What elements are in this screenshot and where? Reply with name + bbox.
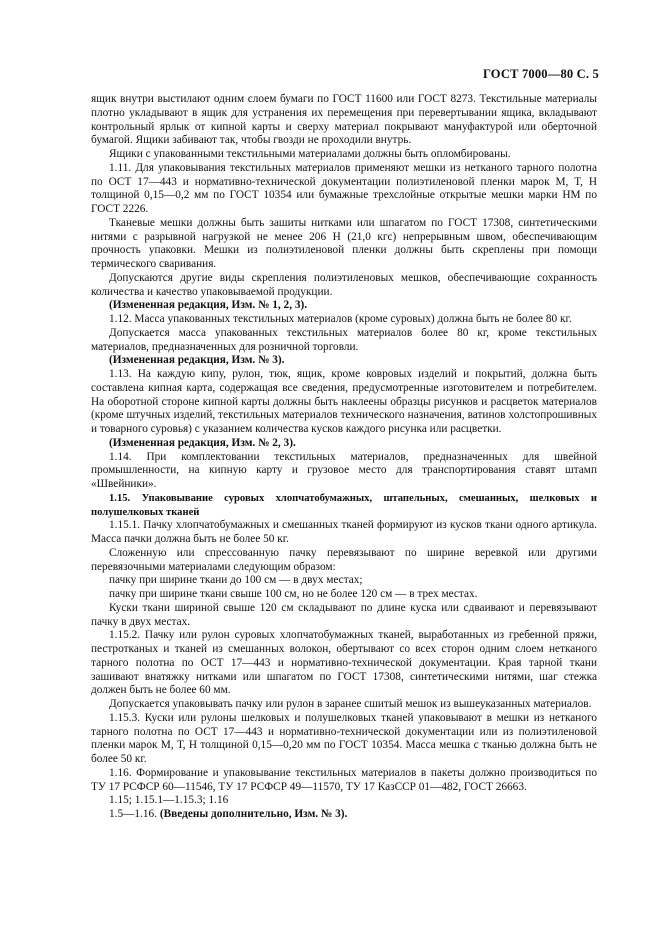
paragraph: 1.15.1. Пачку хлопчатобумажных и смешанных тканей формируют из кусков ткани одного артикула. Масса пачки должна быть не более 50 кг. <box>91 519 597 545</box>
paragraph: 1.13. На каждую кипу, рулон, тюк, ящик, кроме ковровых изделий и покрытий, должна быть составлена кипная карта, содержащая все сведения, предусмотренные изготовителем и потребителем. На оборотной стороне кипной карты должны быть наклеены образцы рисунков и расцветок материалов (кроме штучных изделий, текстильных материалов технического назначения, ватинов холстопрошивных и товарного суровья) с указанием количества кусков каждого рисунка или расцветки. <box>91 368 597 435</box>
revision-note: (Измененная редакция, Изм. № 2, 3). <box>109 436 296 449</box>
paragraph: 1.15.3. Куски или рулоны шелковых и полушелковых тканей упаковывают в мешки из нетканого тарного полотна по ОСТ 17—443 и нормативно-технической документации или из полиэтиленовой пленки марок М, Т, Н толщиной 0,15—0,20 мм по ГОСТ 10354. Масса мешка с тканью должна быть не более 50 кг. <box>91 711 597 765</box>
list-item: пачку при ширине ткани свыше 100 см, но не более 120 см — в трех местах. <box>109 588 478 600</box>
paragraph: 1.15.2. Пачку или рулон суровых хлопчатобумажных тканей, выработанных из гребенной пряжи, пестротканых и тканей из смешанных волокон, обертывают со всех сторон одним слоем нетканого тарного полотна по ОСТ 17—443 и нормативно-технической документации. Края тарной ткани зашивают внатяжку нитками или шпагатом по ГОСТ 17308, синтетическими нитями, шаг стежка должен быть не более 60 мм. <box>91 629 597 697</box>
page-header: ГОСТ 7000—80 С. 5 <box>482 67 599 81</box>
paragraph: Допускаются другие виды скрепления полиэтиленовых мешков, обеспечивающие сохранность количества и качество упаковываемой продукции. <box>91 271 597 298</box>
paragraph: Куски ткани шириной свыше 120 см складывают по длине куска или сдваивают и перевязывают пачку в двух местах. <box>91 601 597 628</box>
revision-range: 1.5—1.16. <box>109 808 160 820</box>
list-item: пачку при ширине ткани до 100 см — в двух местах; <box>109 574 363 587</box>
paragraph: Сложенную или спрессованную пачку перевязывают по ширине веревкой или другими перевязочными материалами следующим образом: <box>91 546 597 573</box>
paragraph: 1.12. Масса упакованных текстильных материалов (кроме суровых) должна быть не более 80 кг. <box>109 313 572 325</box>
revision-note: (Измененная редакция, Изм. № 3). <box>109 354 285 367</box>
revision-note: (Измененная редакция, Изм. № 1, 2, 3). <box>109 299 308 312</box>
paragraph: Тканевые мешки должны быть зашиты нитками или шпагатом по ГОСТ 17308, синтетическими нитями с разрывной нагрузкой не менее 206 Н (21,0 кгс) непрерывным швом, обеспечивающим прочность упаковки. Мешки из полиэтиленовой пленки должны быть скреплены при помощи термического сваривания. <box>91 216 597 270</box>
document-body <box>91 93 597 822</box>
paragraph: Допускается упаковывать пачку или рулон в заранее сшитый мешок из вышеуказанных материалов. <box>109 698 592 710</box>
paragraph: 1.11. Для упаковывания текстильных материалов применяют мешки из нетканого тарного полотна по ОСТ 17—443 и нормативно-технической документации полиэтиленовой пленки марок М, Т, Н толщиной 0,15—0,2 мм по ГОСТ 10354 или бумажные трехслойные открытые мешки марки НМ по ГОСТ 2226. <box>91 161 597 215</box>
section-title: 1.15. Упаковывание суровых хлопчатобумажных, штапельных, смешанных, шелковых и полушелковых тканей <box>91 492 597 518</box>
paragraph: Допускается масса упакованных текстильных материалов более 80 кг, кроме текстильных материалов, предназначенных для розничной торговли. <box>91 326 597 353</box>
paragraph: 1.15; 1.15.1—1.15.3; 1.16 <box>109 794 229 807</box>
revision-added-note: (Введены дополнительно, Изм. № 3). <box>159 808 348 820</box>
paragraph: 1.16. Формирование и упаковывание текстильных материалов в пакеты должно производиться по ТУ 17 РСФСР 60—11546, ТУ 17 РСФСР 49—11570, ТУ 17 КазССР 01—482, ГОСТ 26663. <box>91 766 597 793</box>
paragraph: ящик внутри выстилают одним слоем бумаги по ГОСТ 11600 или ГОСТ 8273. Текстильные материалы плотно укладывают в ящик для устранения их перемещения при перевертывании ящика, вкладывают контрольный ярлык от кипной карты и сверху материал покрывают мануфактурой или оберточной бумагой. Ящики забивают так, чтобы гвозди не проходили внутрь. <box>91 93 597 147</box>
paragraph: Ящики с упакованными текстильными материалами должны быть опломбированы. <box>109 148 511 160</box>
revision-note-final <box>91 808 597 822</box>
paragraph: 1.14. При комплектовании текстильных материалов, предназначенных для швейной промышленности, на кипную карту и грузовое место для транспортирования ставят штамп «Швейники». <box>91 450 597 490</box>
